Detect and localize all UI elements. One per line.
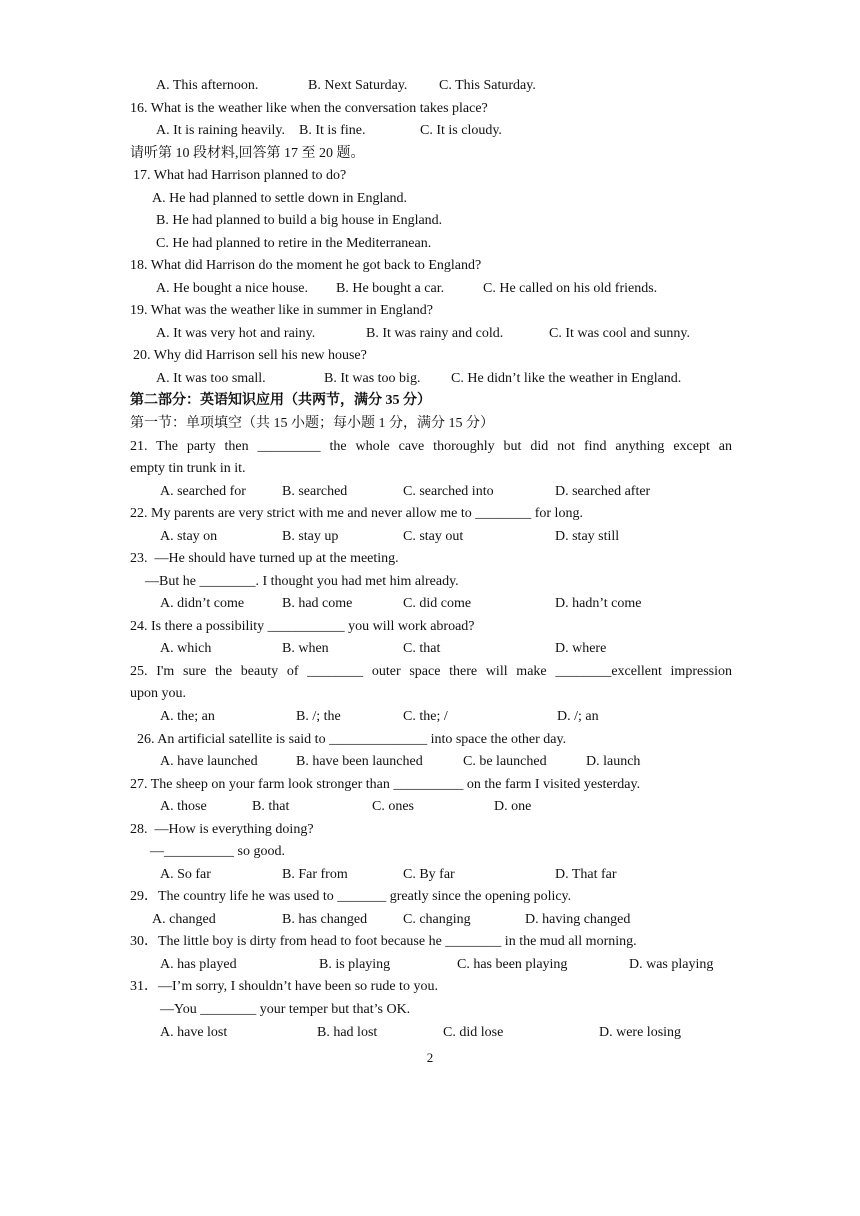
q21-option-d: D. searched after xyxy=(555,484,651,499)
q25-option-a: A. the; an xyxy=(160,709,215,724)
q23-option-b: B. had come xyxy=(282,596,353,611)
q25-question: 25. I'm sure the beauty of ________ outer space there will make ________excellent impression xyxy=(130,664,732,679)
q23-options xyxy=(0,595,860,613)
q26-question: 26. An artificial satellite is said to ______________ into space the other day. xyxy=(137,732,567,747)
q26-option-c: C. be launched xyxy=(463,754,547,769)
q18-option-b: B. He bought a car. xyxy=(336,281,445,296)
q31-question-cont: —You ________ your temper but that’s OK. xyxy=(160,1002,411,1017)
q17-option-a: A. He had planned to settle down in England. xyxy=(152,191,408,206)
q27-option-b: B. that xyxy=(252,799,290,814)
q31-question: 31．—I’m sorry, I shouldn’t have been so rude to you. xyxy=(130,979,438,994)
q26-options xyxy=(0,753,860,771)
q20-options xyxy=(0,370,860,388)
q25-option-b: B. /; the xyxy=(296,709,341,724)
q20-question: 20. Why did Harrison sell his new house? xyxy=(133,348,367,363)
q21-options xyxy=(0,483,860,501)
q21-option-a: A. searched for xyxy=(160,484,246,499)
q22-options xyxy=(0,528,860,546)
q30-question: 30．The little boy is dirty from head to foot because he ________ in the mud all morning. xyxy=(130,934,637,949)
q31-option-b: B. had lost xyxy=(317,1025,378,1040)
q27-option-a: A. those xyxy=(160,799,207,814)
q21-question: 21. The party then _________ the whole cave thoroughly but did not find anything except an xyxy=(130,439,732,454)
q17-option-c: C. He had planned to retire in the Mediterranean. xyxy=(156,236,432,251)
q15-options xyxy=(0,77,860,95)
q22-question: 22. My parents are very strict with me and never allow me to ________ for long. xyxy=(130,506,583,521)
q29-options xyxy=(0,911,860,929)
q31-option-d: D. were losing xyxy=(599,1025,682,1040)
q28-option-c: C. By far xyxy=(403,867,455,882)
q26-option-b: B. have been launched xyxy=(296,754,423,769)
q26-option-d: D. launch xyxy=(586,754,641,769)
q29-option-d: D. having changed xyxy=(525,912,631,927)
q22-option-b: B. stay up xyxy=(282,529,339,544)
q17-option-b: B. He had planned to build a big house in England. xyxy=(156,213,443,228)
q19-option-c: C. It was cool and sunny. xyxy=(549,326,691,341)
q15-option-c: C. This Saturday. xyxy=(439,78,536,93)
q28-options xyxy=(0,866,860,884)
q16-question: 16. What is the weather like when the conversation takes place? xyxy=(130,101,488,116)
q28-question: 28. —How is everything doing? xyxy=(130,822,314,837)
q27-option-d: D. one xyxy=(494,799,532,814)
q24-question: 24. Is there a possibility ___________ you will work abroad? xyxy=(130,619,475,634)
q23-question-cont: —But he ________. I thought you had met him already. xyxy=(145,574,459,589)
page-number: 2 xyxy=(426,1050,434,1065)
q21-option-b: B. searched xyxy=(282,484,348,499)
q23-option-d: D. hadn’t come xyxy=(555,596,642,611)
q16-option-a: A. It is raining heavily. xyxy=(156,123,285,138)
part2-heading: 第二部分：英语知识应用（共两节，满分 35 分） xyxy=(130,393,431,408)
q24-option-d: D. where xyxy=(555,641,607,656)
q24-option-c: C. that xyxy=(403,641,441,656)
q31-options xyxy=(0,1024,860,1042)
q27-option-c: C. ones xyxy=(372,799,414,814)
q28-option-a: A. So far xyxy=(160,867,211,882)
q20-option-b: B. It was too big. xyxy=(324,371,421,386)
q28-question-cont: —__________ so good. xyxy=(150,844,285,859)
q30-option-b: B. is playing xyxy=(319,957,391,972)
q22-option-a: A. stay on xyxy=(160,529,218,544)
q29-option-c: C. changing xyxy=(403,912,471,927)
q25-options xyxy=(0,708,860,726)
q29-option-a: A. changed xyxy=(152,912,216,927)
q24-option-a: A. which xyxy=(160,641,212,656)
section1-heading: 第一节：单项填空（共 15 小题；每小题 1 分，满分 15 分） xyxy=(130,416,494,431)
q23-option-c: C. did come xyxy=(403,596,472,611)
q26-option-a: A. have launched xyxy=(160,754,258,769)
q25-question-cont: upon you. xyxy=(130,686,186,701)
q16-option-c: C. It is cloudy. xyxy=(420,123,502,138)
q25-option-d: D. /; an xyxy=(557,709,599,724)
q23-question: 23. —He should have turned up at the meeting. xyxy=(130,551,399,566)
q27-options xyxy=(0,798,860,816)
q17-question: 17. What had Harrison planned to do? xyxy=(133,168,347,183)
q19-option-b: B. It was rainy and cold. xyxy=(366,326,504,341)
q22-option-d: D. stay still xyxy=(555,529,620,544)
q29-question: 29．The country life he was used to _______ greatly since the opening policy. xyxy=(130,889,572,904)
q18-question: 18. What did Harrison do the moment he got back to England? xyxy=(130,258,482,273)
q19-question: 19. What was the weather like in summer in England? xyxy=(130,303,433,318)
q28-option-d: D. That far xyxy=(555,867,617,882)
q18-option-c: C. He called on his old friends. xyxy=(483,281,658,296)
q31-option-c: C. did lose xyxy=(443,1025,504,1040)
q30-option-a: A. has played xyxy=(160,957,237,972)
q20-option-c: C. He didn’t like the weather in England. xyxy=(451,371,682,386)
q24-options xyxy=(0,640,860,658)
q16-option-b: B. It is fine. xyxy=(299,123,366,138)
q20-option-a: A. It was too small. xyxy=(156,371,266,386)
q25-option-c: C. the; / xyxy=(403,709,448,724)
q28-option-b: B. Far from xyxy=(282,867,348,882)
q19-option-a: A. It was very hot and rainy. xyxy=(156,326,316,341)
q27-question: 27. The sheep on your farm look stronger than __________ on the farm I visited yesterday. xyxy=(130,777,641,792)
q29-option-b: B. has changed xyxy=(282,912,368,927)
section10-instruction: 请听第 10 段材料,回答第 17 至 20 题。 xyxy=(130,146,365,161)
q21-question-cont: empty tin trunk in it. xyxy=(130,461,246,476)
q22-option-c: C. stay out xyxy=(403,529,464,544)
q23-option-a: A. didn’t come xyxy=(160,596,245,611)
q24-option-b: B. when xyxy=(282,641,329,656)
q15-option-a: A. This afternoon. xyxy=(156,78,259,93)
q18-options xyxy=(0,280,860,298)
q18-option-a: A. He bought a nice house. xyxy=(156,281,309,296)
q21-option-c: C. searched into xyxy=(403,484,494,499)
q19-options xyxy=(0,325,860,343)
q16-options xyxy=(0,122,860,140)
q31-option-a: A. have lost xyxy=(160,1025,228,1040)
q30-option-c: C. has been playing xyxy=(457,957,568,972)
q30-options xyxy=(0,956,860,974)
q15-option-b: B. Next Saturday. xyxy=(308,78,408,93)
q30-option-d: D. was playing xyxy=(629,957,714,972)
